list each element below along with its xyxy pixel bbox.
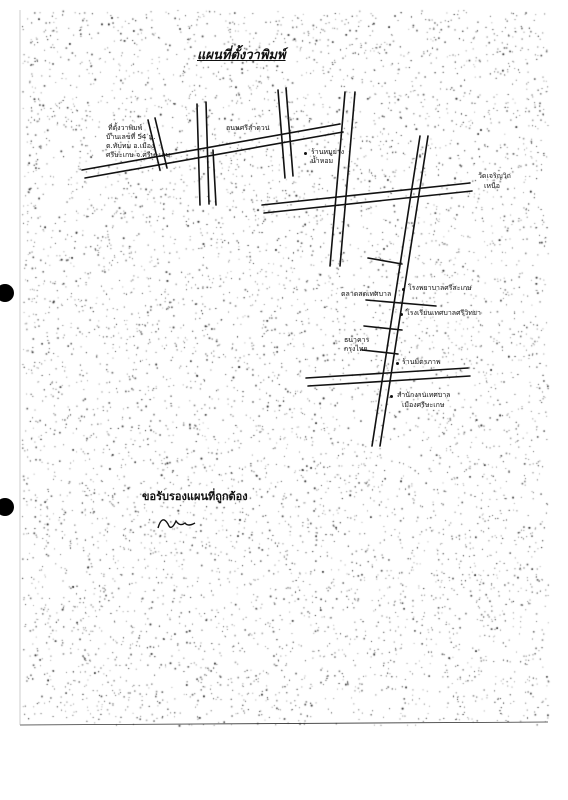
marker-center [304, 152, 307, 155]
label-center-2: น้ำหอม [311, 157, 334, 165]
road-lower-2 [366, 300, 436, 306]
marker-hospital [402, 288, 405, 291]
label-location-2: บ้านเลขที่ 54 ม. [106, 133, 156, 141]
road-lower-1 [368, 258, 402, 264]
label-center-1: ร้านหมูย่าง [311, 148, 345, 156]
label-location-1: ที่ตั้งวาพิมพ์ [108, 124, 143, 132]
road-v1b [155, 118, 167, 168]
label-location-3: ต.ทับทม อ.เมือง [106, 142, 155, 150]
road-v2c [213, 150, 216, 205]
label-hospital: โรงพยาบาลศรีสะเกษ [408, 284, 472, 292]
road-bottom-1 [306, 368, 468, 378]
label-office-1: สำนักงานเทศบาล [397, 391, 451, 399]
page-edge [20, 722, 548, 725]
label-shop: ร้านมิตรภาพ [402, 358, 441, 366]
road-v2b [206, 102, 209, 204]
map-title: แผนที่ตั้งวาพิมพ์ [197, 48, 286, 63]
marker-shop [396, 362, 399, 365]
label-bank-2: กรุงไทย [344, 345, 368, 353]
label-bank-1: ธนาคาร [344, 336, 370, 344]
label-right-1: วัดเจริญวิถ [478, 172, 511, 180]
marker-school [400, 313, 403, 316]
signature-caption: ขอรับรองแผนที่ถูกต้อง [142, 490, 248, 503]
signature [158, 520, 195, 528]
label-right-2: เหนือ [484, 182, 500, 190]
label-school: โรงเรียนเทศบาลศรีวิทยา [406, 309, 481, 317]
label-market: ตลาดสดเทศบาล [341, 290, 392, 298]
label-road: ถนนศรีลำดวน [226, 124, 270, 132]
marker-office [390, 395, 393, 398]
label-office-2: เมืองศรีษะเกษ [402, 401, 445, 409]
road-lower-3 [364, 326, 402, 330]
label-location-4: ศรีษะเกษ จ.ศรีษะเกษ [106, 151, 171, 159]
road-v2a [197, 104, 200, 205]
